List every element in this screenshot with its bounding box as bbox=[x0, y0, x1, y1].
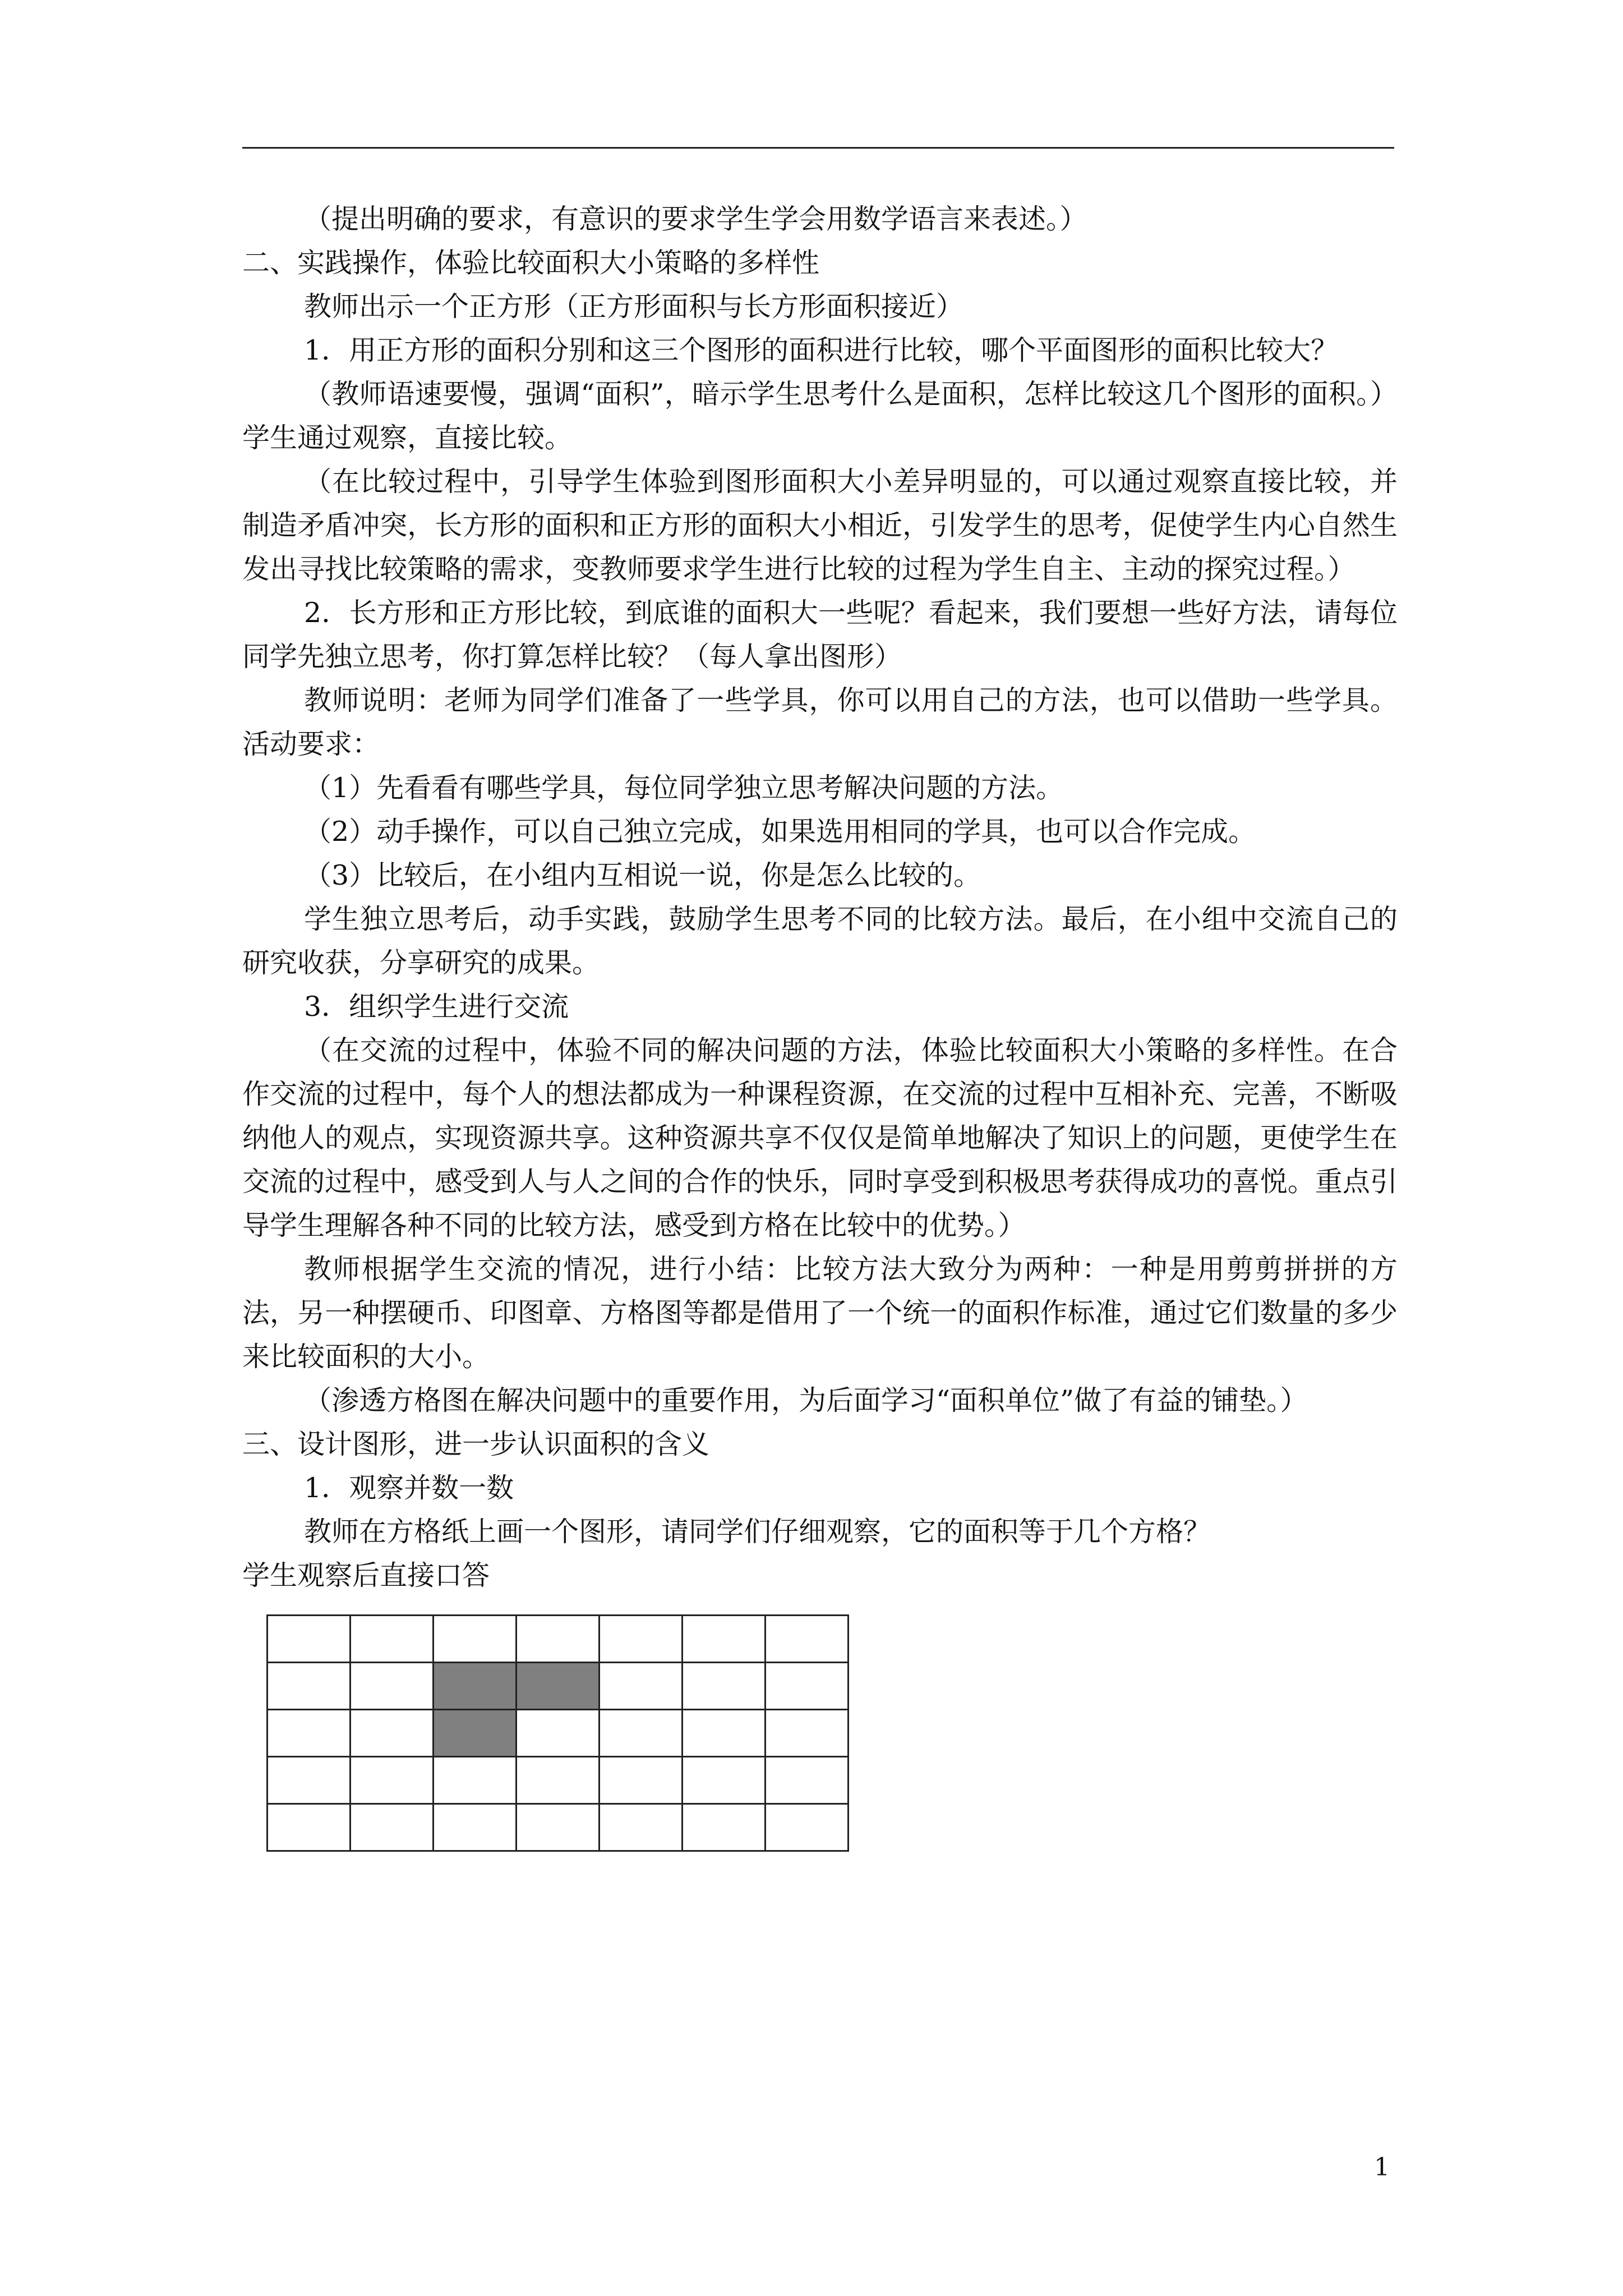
paragraph: （在交流的过程中，体验不同的解决问题的方法，体验比较面积大小策略的多样性。在合作交流的过程中，每个人的想法都成为一种课程资源，在交流的过程中互相补充、完善，不断吸纳他人的观点，实现资源共享。这种资源共享不仅仅是简单地解决了知识上的问题，更使学生在交流的过程中，感受到人与人之间的合作的快乐，同时享受到积极思考获得成功的喜悦。重点引导学生理解各种不同的比较方法，感受到方格在比较中的优势。） bbox=[242, 1034, 1398, 1241]
grid-cell bbox=[351, 1710, 434, 1757]
grid-cell bbox=[766, 1616, 849, 1663]
grid-cell bbox=[683, 1710, 766, 1757]
list-item: （2）动手操作，可以自己独立完成，如果选用相同的学具，也可以合作完成。 bbox=[304, 816, 1256, 848]
grid-cell bbox=[683, 1757, 766, 1804]
grid-cell bbox=[517, 1616, 600, 1663]
grid-row bbox=[268, 1663, 849, 1710]
list-item: （3）比较后，在小组内互相说一说，你是怎么比较的。 bbox=[304, 859, 981, 891]
paragraph: 2．长方形和正方形比较，到底谁的面积大一些呢？看起来，我们要想一些好方法，请每位同学先独立思考，你打算怎样比较？（每人拿出图形） bbox=[242, 597, 1398, 673]
square-grid-figure bbox=[266, 1614, 849, 1852]
grid-cell bbox=[683, 1663, 766, 1710]
paragraph: 1．用正方形的面积分别和这三个图形的面积进行比较，哪个平面图形的面积比较大？ bbox=[304, 334, 1339, 366]
paragraph: （在比较过程中，引导学生体验到图形面积大小差异明显的，可以通过观察直接比较，并制造矛盾冲突，长方形的面积和正方形的面积大小相近，引发学生的思考，促使学生内心自然生发出寻找比较策略的需求，变教师要求学生进行比较的过程为学生自主、主动的探究过程。） bbox=[242, 466, 1398, 585]
paragraph: 1．观察并数一数 bbox=[304, 1472, 514, 1504]
grid-cell bbox=[517, 1804, 600, 1851]
grid-cell bbox=[600, 1804, 683, 1851]
grid-cell-shaded bbox=[434, 1663, 517, 1710]
grid-cell bbox=[517, 1710, 600, 1757]
grid-cell bbox=[600, 1663, 683, 1710]
paragraph: 教师根据学生交流的情况，进行小结：比较方法大致分为两种：一种是用剪剪拼拼的方法，另一种摆硬币、印图章、方格图等都是借用了一个统一的面积作标准，通过它们数量的多少来比较面积的大小。 bbox=[242, 1253, 1398, 1373]
grid-cell bbox=[351, 1663, 434, 1710]
paragraph: 3．组织学生进行交流 bbox=[304, 991, 569, 1023]
header-rule bbox=[242, 147, 1394, 149]
grid-row bbox=[268, 1804, 849, 1851]
section-heading: 三、设计图形，进一步认识面积的含义 bbox=[242, 1428, 710, 1460]
document-body bbox=[242, 197, 1398, 1598]
grid-row bbox=[268, 1710, 849, 1757]
grid-cell bbox=[351, 1804, 434, 1851]
grid-cell bbox=[268, 1616, 351, 1663]
grid-cell bbox=[766, 1757, 849, 1804]
section-heading: 二、实践操作，体验比较面积大小策略的多样性 bbox=[242, 247, 820, 279]
grid-cell bbox=[766, 1804, 849, 1851]
grid-cell bbox=[517, 1757, 600, 1804]
grid-cell bbox=[600, 1757, 683, 1804]
grid-cell bbox=[434, 1616, 517, 1663]
grid-cell bbox=[351, 1757, 434, 1804]
paragraph: （渗透方格图在解决问题中的重要作用，为后面学习“面积单位”做了有益的铺垫。） bbox=[304, 1384, 1308, 1416]
list-item: （1）先看看有哪些学具，每位同学独立思考解决问题的方法。 bbox=[304, 772, 1064, 804]
paragraph: 教师说明：老师为同学们准备了一些学具，你可以用自己的方法，也可以借助一些学具。活动要求： bbox=[242, 684, 1398, 760]
grid-cell bbox=[683, 1804, 766, 1851]
paragraph: （教师语速要慢，强调“面积”，暗示学生思考什么是面积，怎样比较这几个图形的面积。）学生通过观察，直接比较。 bbox=[242, 378, 1398, 454]
grid-cell bbox=[600, 1616, 683, 1663]
grid-cell bbox=[434, 1804, 517, 1851]
grid-cell bbox=[268, 1757, 351, 1804]
grid-row bbox=[268, 1616, 849, 1663]
grid-cell-shaded bbox=[434, 1710, 517, 1757]
grid-cell bbox=[434, 1757, 517, 1804]
grid-cell bbox=[600, 1710, 683, 1757]
grid-cell bbox=[683, 1616, 766, 1663]
grid-cell bbox=[766, 1663, 849, 1710]
grid-cell bbox=[268, 1804, 351, 1851]
grid-cell bbox=[268, 1710, 351, 1757]
paragraph: 教师在方格纸上画一个图形，请同学们仔细观察，它的面积等于几个方格？ bbox=[304, 1516, 1211, 1548]
paragraph: 教师出示一个正方形（正方形面积与长方形面积接近） bbox=[304, 291, 964, 323]
paragraph: （提出明确的要求，有意识的要求学生学会用数学语言来表述。） bbox=[304, 203, 1087, 235]
paragraph: 学生观察后直接口答 bbox=[242, 1559, 490, 1591]
grid-cell bbox=[766, 1710, 849, 1757]
page-number: 1 bbox=[1374, 2153, 1390, 2182]
grid-cell bbox=[268, 1663, 351, 1710]
grid-cell bbox=[351, 1616, 434, 1663]
paragraph: 学生独立思考后，动手实践，鼓励学生思考不同的比较方法。最后，在小组中交流自己的研究收获，分享研究的成果。 bbox=[242, 903, 1398, 979]
grid-row bbox=[268, 1757, 849, 1804]
grid-cell-shaded bbox=[517, 1663, 600, 1710]
